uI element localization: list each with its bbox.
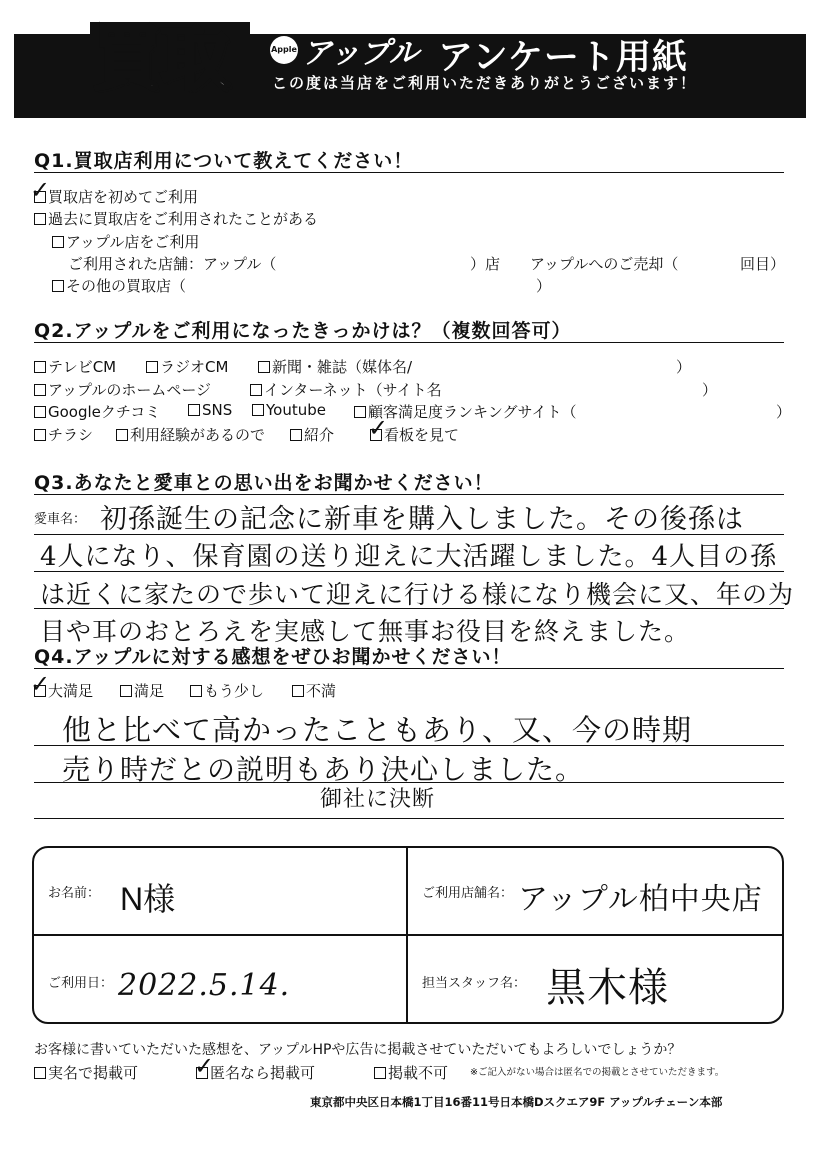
checkbox[interactable] (34, 1067, 46, 1079)
date-value: 2022.5.14. (118, 968, 291, 1003)
name-label: お名前： (48, 886, 101, 901)
q2-google-option[interactable] (34, 401, 160, 422)
q3-answer-line-4: 目や耳のおとろえを実感して無事お役目を終えました。 (40, 617, 691, 646)
q4-bit-more-label: もう少し (204, 682, 265, 700)
q2-flyer-option[interactable] (34, 424, 93, 445)
q1-apple-store-option[interactable] (52, 231, 199, 252)
checkbox[interactable] (190, 685, 202, 697)
consent-real-name-label: 実名で掲載可 (48, 1064, 139, 1082)
checkbox[interactable] (290, 429, 302, 441)
answer-line (34, 571, 784, 572)
checkbox[interactable] (258, 361, 270, 373)
checkmark-icon: ✓ (30, 670, 51, 698)
store-value: アップル柏中央店 (518, 882, 763, 917)
q4-dissatisfied-label: 不満 (306, 682, 337, 700)
checkbox[interactable] (146, 361, 158, 373)
checkbox[interactable] (52, 280, 64, 292)
q2-tvcm-label: テレビCM (48, 358, 117, 376)
kaitori-title: 買取 (92, 18, 228, 100)
card-divider-horizontal (32, 934, 784, 936)
q2-radiocm-option[interactable] (146, 356, 228, 377)
q3-car-label: 愛車名： (34, 512, 87, 527)
q2-experience-label: 利用経験があるので (130, 426, 266, 444)
checkmark-icon: ✓ (368, 414, 389, 442)
q1-title: Q1.買取店利用について教えてください！ (34, 150, 414, 172)
q1-sales-suffix: 回目） (740, 255, 786, 273)
date-label: ご利用日： (48, 976, 114, 991)
checkbox[interactable] (292, 685, 304, 697)
consent-anonymous-label: 匿名なら掲載可 (210, 1064, 316, 1082)
q4-title: Q4.アップルに対する感想をぜひお聞かせください！ (34, 646, 512, 668)
q2-homepage-label: アップルのホームページ (48, 381, 212, 399)
q4-answer-line-1: 他と比べて高かったこともあり、又、今の時期 (62, 713, 693, 747)
divider (34, 494, 784, 495)
logo-text: アップル (302, 36, 419, 71)
checkbox[interactable] (34, 213, 46, 225)
divider (34, 668, 784, 669)
q2-ranking-label: 顧客満足度ランキングサイト（ (368, 403, 577, 421)
q4-bit-more-option[interactable] (190, 680, 264, 701)
checkbox[interactable] (374, 1067, 386, 1079)
q1-store-name-label: ご利用された店舗：アップル（ (68, 255, 277, 273)
q4-answer-line-2: 売り時だとの説明もあり決心しました。 (62, 753, 585, 786)
consent-not-allowed-label: 掲載不可 (388, 1064, 449, 1082)
q2-flyer-label: チラシ (48, 426, 94, 444)
answer-line (34, 534, 784, 535)
checkmark-icon: ✓ (30, 176, 51, 204)
checkbox[interactable] (188, 404, 200, 416)
consent-question: お客様に書いていただいた感想を、アップルHPや広告に掲載させていただいてもよろしいでしょうか？ (34, 1042, 682, 1058)
q2-internet-label: インターネット（サイト名 (264, 381, 442, 399)
footer-address: 東京都中央区日本橋1丁目16番11号日本橋Dスクエア9F アップルチェーン本部 (310, 1095, 723, 1109)
q2-youtube-label: Youtube (266, 401, 326, 419)
q1-other-store-option[interactable] (52, 275, 186, 296)
q2-radiocm-label: ラジオCM (160, 358, 229, 376)
q2-youtube-option[interactable] (252, 401, 326, 419)
checkbox[interactable] (52, 236, 64, 248)
checkbox[interactable] (354, 406, 366, 418)
q3-answer-line-3: は近くに家たので歩いて迎えに行ける様になり機会に又、年の为 (40, 580, 795, 609)
answer-line (34, 818, 784, 819)
q4-answer-extra: 御社に決断 (320, 787, 436, 812)
checkbox[interactable] (116, 429, 128, 441)
q4-satisfied-option[interactable] (120, 680, 164, 701)
q3-answer-line-2: 4人になり、保育園の送り迎えに大活躍しました。4人目の孫 (40, 542, 778, 572)
consent-real-name-option[interactable] (34, 1062, 138, 1083)
consent-not-allowed-option[interactable] (374, 1062, 448, 1083)
answer-line (34, 745, 784, 746)
q1-sales-label: アップルへのご売却（ (530, 255, 679, 273)
q2-title: Q2.アップルをご利用になったきっかけは？（複数回答可） (34, 320, 572, 342)
checkbox[interactable] (34, 384, 46, 396)
q2-newspaper-label: 新聞・雑誌（媒体名/ (272, 358, 413, 376)
checkbox[interactable] (34, 361, 46, 373)
name-value: N様 (120, 881, 176, 917)
q2-referral-option[interactable] (290, 424, 334, 445)
q2-experience-option[interactable] (116, 424, 265, 445)
divider (34, 172, 784, 173)
q3-title: Q3.あなたと愛車との思い出をお聞かせください！ (34, 472, 494, 494)
checkbox[interactable] (120, 685, 132, 697)
checkbox[interactable] (250, 384, 262, 396)
q2-internet-close: ） (702, 381, 718, 399)
consent-note: ※ご記入がない場合は匿名での掲載とさせていただきます。 (470, 1067, 725, 1078)
checkbox[interactable] (34, 406, 46, 418)
q3-answer-line-1: 初孫誕生の記念に新車を購入しました。その後孫は (100, 504, 744, 535)
q2-homepage-option[interactable] (34, 379, 211, 400)
divider (34, 342, 784, 343)
q4-very-satisfied-label: 大満足 (48, 682, 94, 700)
answer-line (34, 608, 784, 609)
staff-value: 黒木様 (546, 965, 669, 1011)
q2-referral-label: 紹介 (304, 426, 335, 444)
q2-sns-label: SNS (202, 401, 233, 419)
store-label: ご利用店舗名： (422, 886, 514, 901)
apple-logo-icon: Apple (270, 36, 298, 64)
q1-store-suffix: ）店 (470, 255, 501, 273)
q4-satisfied-label: 満足 (134, 682, 165, 700)
q1-used-before-label: 過去に買取店をご利用されたことがある (48, 210, 319, 228)
q2-signboard-label: 看板を見て (384, 426, 460, 444)
page-subtitle: この度は当店をご利用いただきありがとうございます！ (272, 74, 698, 92)
q1-apple-store-label: アップル店をご利用 (66, 233, 200, 251)
q2-sns-option[interactable] (188, 401, 232, 419)
q2-newspaper-close: ） (676, 358, 692, 376)
q1-first-time-option[interactable] (34, 186, 198, 207)
q4-dissatisfied-option[interactable] (292, 680, 336, 701)
q2-tvcm-option[interactable] (34, 356, 116, 377)
q2-google-label: Googleクチコミ (48, 403, 161, 421)
q2-ranking-close: ） (776, 403, 792, 421)
q1-other-store-label: その他の買取店（ (66, 277, 187, 295)
checkbox[interactable] (34, 429, 46, 441)
q1-first-time-label: 買取店を初めてご利用 (48, 188, 199, 206)
page-title: アンケート用紙 (438, 38, 688, 78)
checkmark-icon: ✓ (194, 1052, 215, 1080)
q1-other-close: ） (536, 277, 552, 295)
checkbox[interactable] (252, 404, 264, 416)
q2-newspaper-option[interactable] (258, 356, 412, 377)
q2-internet-option[interactable] (250, 379, 442, 400)
staff-label: 担当スタッフ名： (422, 976, 527, 991)
q1-used-before-option[interactable] (34, 208, 318, 229)
